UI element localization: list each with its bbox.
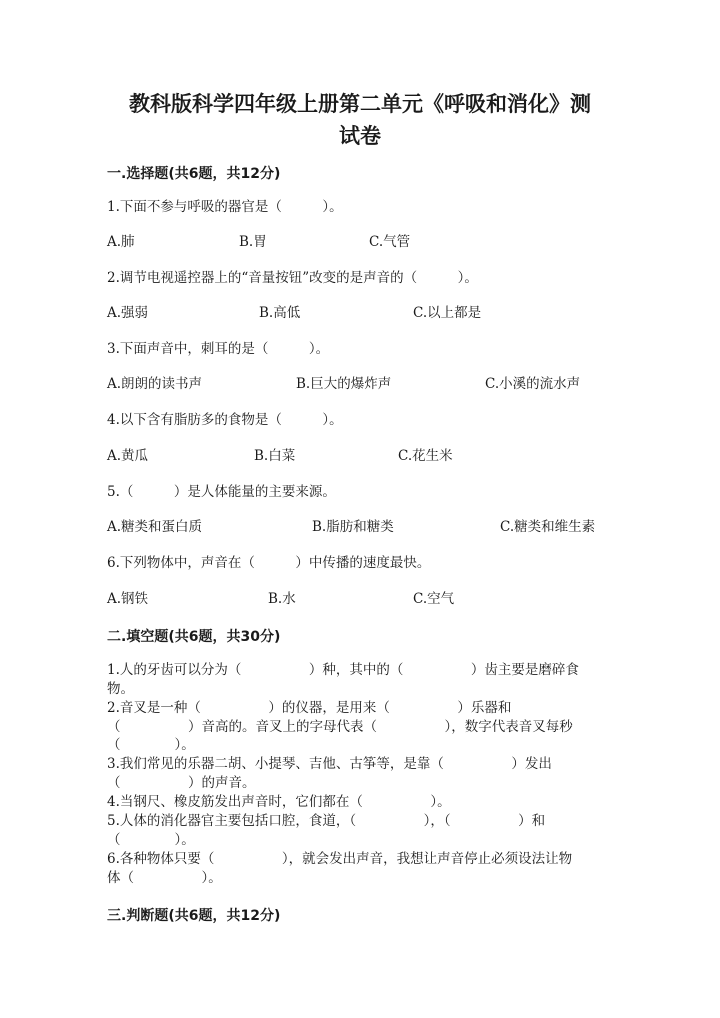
fill-question-3-line-2: （ ）的声音。 <box>107 774 256 791</box>
page-title <box>90 88 630 152</box>
fill-question-3-line-1: 3.我们常见的乐器二胡、小提琴、吉他、古筝等，是靠（ ）发出 <box>107 756 552 772</box>
choice-option-5b: B.脂肪和糖类 <box>312 519 394 535</box>
fill-question-5 <box>107 812 607 849</box>
fill-question-4 <box>107 793 607 812</box>
choice-question-6: 6.下列物体中，声音在（ ）中传播的速度最快。 <box>107 555 431 571</box>
choice-option-3a: A.朗朗的读书声 <box>107 376 203 392</box>
choice-question-5: 5.（ ）是人体能量的主要来源。 <box>107 484 336 500</box>
fill-question-1 <box>107 661 607 698</box>
choice-option-1b: B.胃 <box>239 234 267 250</box>
section-heading-judge: 三.判断题(共6题，共12分) <box>107 908 281 924</box>
fill-question-2-line-3: （ ）。 <box>107 737 195 753</box>
section-heading-choice: 一.选择题(共6题，共12分) <box>107 166 281 182</box>
choice-option-6a: A.钢铁 <box>107 591 149 607</box>
choice-option-5a: A.糖类和蛋白质 <box>107 519 203 535</box>
fill-question-2 <box>107 699 607 755</box>
fill-question-6-line-2: 体（ ）。 <box>107 869 222 886</box>
title-line-1: 教科版科学四年级上册第二单元《呼吸和消化》测 <box>129 92 591 116</box>
fill-question-1-line-2: 物。 <box>107 680 134 697</box>
choice-question-2: 2.调节电视遥控器上的“音量按钮”改变的是声音的（ ）。 <box>107 270 478 286</box>
fill-question-6 <box>107 850 607 887</box>
choice-option-4b: B.白菜 <box>254 448 296 464</box>
fill-question-5-line-2: （ ）。 <box>107 831 195 848</box>
choice-option-3c: C.小溪的流水声 <box>485 376 581 392</box>
choice-option-2c: C.以上都是 <box>413 305 482 321</box>
choice-option-6b: B.水 <box>268 591 296 607</box>
fill-question-1-line-1: 1.人的牙齿可以分为（ ）种，其中的（ ）齿主要是磨碎食 <box>107 662 579 678</box>
choice-option-4a: A.黄瓜 <box>107 448 149 464</box>
fill-question-4-line-1: 4.当钢尺、橡皮筋发出声音时，它们都在（ ）。 <box>107 794 451 810</box>
title-line-2: 试卷 <box>339 124 381 148</box>
choice-question-1: 1.下面不参与呼吸的器官是（ ）。 <box>107 199 343 215</box>
choice-option-1a: A.肺 <box>107 234 135 250</box>
fill-question-5-line-1: 5.人体的消化器官主要包括口腔，食道，（ ），（ ）和 <box>107 813 546 829</box>
choice-question-4: 4.以下含有脂肪多的食物是（ ）。 <box>107 412 343 428</box>
choice-question-3: 3.下面声音中，刺耳的是（ ）。 <box>107 341 330 357</box>
section-heading-fill: 二.填空题(共6题，共30分) <box>107 629 281 645</box>
choice-option-2b: B.高低 <box>259 305 301 321</box>
choice-option-3b: B.巨大的爆炸声 <box>296 376 392 392</box>
choice-option-2a: A.强弱 <box>107 305 149 321</box>
choice-option-1c: C.气管 <box>369 234 411 250</box>
choice-option-6c: C.空气 <box>413 591 455 607</box>
choice-option-4c: C.花生米 <box>398 448 453 464</box>
fill-question-3 <box>107 755 607 792</box>
fill-question-6-line-1: 6.各种物体只要（ ），就会发出声音，我想让声音停止必须设法让物 <box>107 851 573 867</box>
choice-option-5c: C.糖类和维生素 <box>500 519 596 535</box>
fill-question-2-line-2: （ ）音高的。音叉上的字母代表（ ），数字代表音叉每秒 <box>107 718 573 735</box>
fill-question-2-line-1: 2.音叉是一种（ ）的仪器，是用来（ ）乐器和 <box>107 700 512 716</box>
